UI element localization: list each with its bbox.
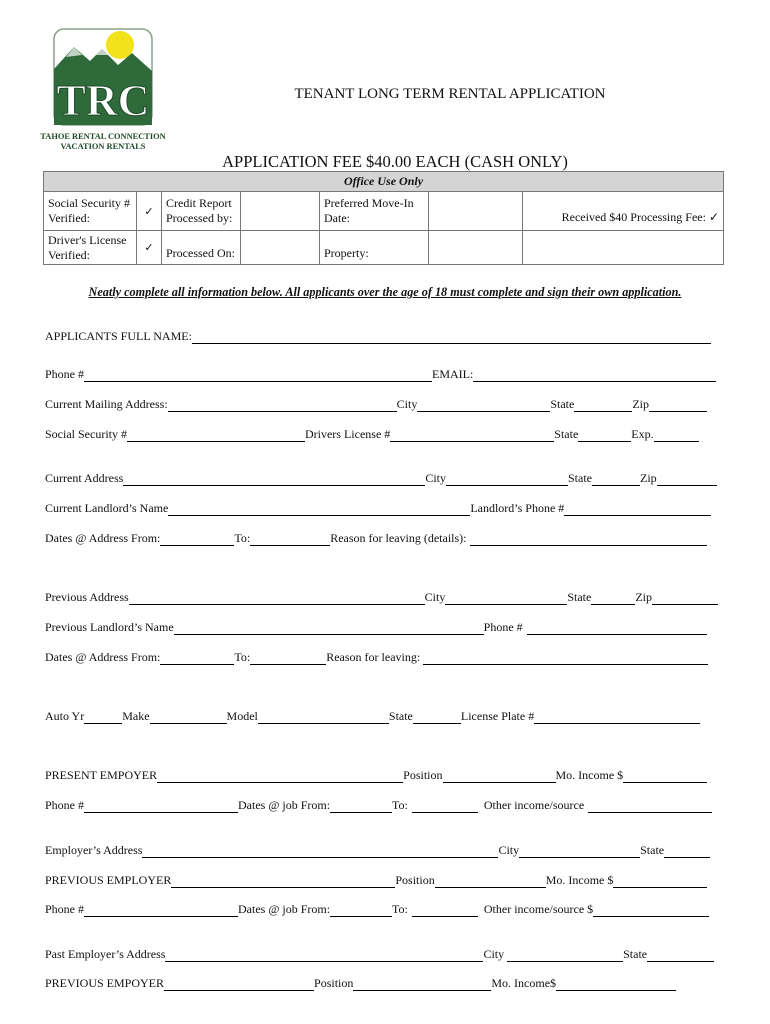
full-name-label: APPLICANTS FULL NAME:: [45, 329, 192, 343]
state-label: State: [568, 471, 592, 485]
city-label: City: [425, 471, 446, 485]
zip-label: Zip: [635, 590, 653, 604]
mailing-city-field[interactable]: [417, 399, 550, 412]
license-plate-field[interactable]: [534, 711, 700, 724]
previous-employer-phone-field[interactable]: [84, 904, 238, 917]
office-use-header: Office Use Only: [44, 172, 724, 192]
row-present-employer-phone: [45, 799, 712, 813]
phone-label: Phone #: [45, 902, 84, 916]
check-icon: ✓: [137, 192, 162, 231]
ssn-label: Social Security #: [45, 427, 127, 441]
past-employer-address-field[interactable]: [165, 949, 483, 962]
other-income-label: Other income/source $: [483, 902, 594, 916]
current-zip-field[interactable]: [657, 473, 717, 486]
phone-label: Phone #: [45, 798, 84, 812]
previous-employer-field[interactable]: [171, 875, 395, 888]
past-employer-address-label: Past Employer’s Address: [45, 947, 166, 961]
ss-verified-label: Social Security # Verified:: [44, 192, 137, 231]
previous-address-field[interactable]: [129, 592, 425, 605]
past-employer-city-field[interactable]: [507, 949, 623, 962]
reason-details-label: Reason for leaving (details):: [330, 531, 467, 545]
mo-income-label: Mo. Income $: [545, 873, 614, 887]
row-previous-address: [45, 591, 718, 605]
to-label: To:: [392, 902, 408, 916]
previous-employer-label: PREVIOUS EMPLOYER: [45, 873, 172, 887]
previous-other-income-field[interactable]: [593, 904, 709, 917]
phone-label: Phone #: [45, 367, 84, 381]
present-employer-field[interactable]: [157, 770, 403, 783]
check-icon: ✓: [137, 231, 162, 265]
zip-label: Zip: [640, 471, 657, 485]
state-label: State: [554, 427, 579, 441]
form-title: TENANT LONG TERM RENTAL APPLICATION: [294, 86, 606, 102]
previous-from-field[interactable]: [160, 652, 234, 665]
dates-job-label: Dates @ job From:: [238, 902, 331, 916]
previous-reason-field[interactable]: [423, 652, 708, 665]
mo-income-label: Mo. Income $: [555, 768, 624, 782]
row-current-landlord: [45, 502, 711, 516]
logo-text: TRC: [56, 76, 150, 125]
reason-label: Reason for leaving:: [326, 650, 421, 664]
current-address-label: Current Address: [45, 471, 124, 485]
row-full-name: [45, 330, 711, 344]
dl-verified-label: Driver's License Verified:: [44, 231, 137, 265]
credit-report-label: Credit Report Processed by:: [162, 192, 241, 231]
email-field[interactable]: [473, 369, 716, 382]
city-label: City: [483, 947, 505, 961]
state-label: State: [550, 397, 575, 411]
landlord-phone-label: Landlord’s Phone #: [470, 501, 565, 515]
check-icon: ✓: [708, 210, 719, 224]
previous-empoyer-field[interactable]: [164, 978, 314, 991]
previous-job-from-field[interactable]: [330, 904, 392, 917]
employer-state-field[interactable]: [664, 845, 710, 858]
position-label: Position: [403, 768, 443, 782]
trc-logo: [40, 27, 166, 155]
current-landlord-label: Current Landlord’s Name: [45, 501, 169, 515]
previous-empoyer-income-field[interactable]: [556, 978, 676, 991]
license-plate-label: License Plate #: [460, 709, 535, 723]
row-previous-employer: [45, 874, 707, 888]
row-auto: [45, 710, 700, 724]
previous-empoyer-position-field[interactable]: [353, 978, 491, 991]
previous-zip-field[interactable]: [652, 592, 718, 605]
property-field[interactable]: [429, 231, 523, 265]
full-name-field[interactable]: [192, 331, 711, 344]
row-ssn: [45, 428, 699, 442]
current-address-field[interactable]: [123, 473, 425, 486]
processed-on-field[interactable]: [241, 231, 320, 265]
preferred-move-in-field[interactable]: [429, 192, 523, 231]
to-label: To:: [234, 650, 251, 664]
zip-label: Zip: [632, 397, 649, 411]
other-income-label: Other income/source: [483, 798, 585, 812]
present-income-field[interactable]: [623, 770, 707, 783]
position-label: Position: [395, 873, 435, 887]
state-label: State: [388, 709, 413, 723]
other-income-field[interactable]: [588, 800, 712, 813]
ssn-field[interactable]: [127, 429, 305, 442]
exp-label: Exp.: [631, 427, 654, 441]
position-label: Position: [314, 976, 354, 990]
current-landlord-field[interactable]: [168, 503, 470, 516]
row-current-dates: [45, 532, 707, 546]
previous-landlord-field[interactable]: [174, 622, 484, 635]
received-fee-cell: [523, 192, 724, 231]
state-label: State: [567, 590, 592, 604]
phone-field[interactable]: [84, 369, 432, 382]
previous-to-field[interactable]: [250, 652, 326, 665]
row-present-employer: [45, 769, 707, 783]
employer-phone-field[interactable]: [84, 800, 238, 813]
auto-yr-field[interactable]: [84, 711, 122, 724]
svg-text:TAHOE RENTAL CONNECTION: TAHOE RENTAL CONNECTION: [40, 132, 166, 141]
row-previous-landlord: [45, 621, 707, 635]
mailing-zip-field[interactable]: [649, 399, 707, 412]
previous-state-field[interactable]: [591, 592, 635, 605]
employer-address-field[interactable]: [142, 845, 498, 858]
mailing-address-field[interactable]: [168, 399, 397, 412]
previous-job-to-field[interactable]: [412, 904, 478, 917]
mailing-address-label: Current Mailing Address:: [45, 397, 168, 411]
previous-empoyer-label: PREVIOUS EMPOYER: [45, 976, 165, 990]
current-city-field[interactable]: [446, 473, 568, 486]
fee-heading: APPLICATION FEE $40.00 EACH (CASH ONLY): [222, 152, 568, 171]
row-phone-email: [45, 368, 716, 382]
landlord-phone-field[interactable]: [564, 503, 711, 516]
employer-city-field[interactable]: [519, 845, 640, 858]
property-field-extra[interactable]: [523, 231, 724, 265]
current-reason-field[interactable]: [470, 533, 707, 546]
row-employer-address: [45, 844, 710, 858]
drivers-license-label: Drivers License #: [304, 427, 391, 441]
previous-city-field[interactable]: [445, 592, 567, 605]
employer-address-label: Employer’s Address: [45, 843, 143, 857]
to-label: To:: [392, 798, 408, 812]
drivers-license-field[interactable]: [390, 429, 554, 442]
model-field[interactable]: [258, 711, 389, 724]
dl-exp-field[interactable]: [654, 429, 699, 442]
job-to-field[interactable]: [412, 800, 478, 813]
job-from-field[interactable]: [330, 800, 392, 813]
previous-landlord-label: Previous Landlord’s Name: [45, 620, 174, 634]
row-mailing: [45, 398, 707, 412]
dates-from-label: Dates @ Address From:: [45, 650, 161, 664]
current-to-field[interactable]: [250, 533, 330, 546]
state-label: State: [640, 843, 665, 857]
row-previous-empoyer: [45, 977, 676, 991]
row-previous-employer-phone: [45, 903, 709, 917]
credit-report-field[interactable]: [241, 192, 320, 231]
previous-income-field[interactable]: [613, 875, 707, 888]
row-previous-dates: [45, 651, 708, 665]
office-use-table: [43, 171, 724, 265]
past-employer-state-field[interactable]: [647, 949, 714, 962]
previous-position-field[interactable]: [435, 875, 546, 888]
mailing-state-field[interactable]: [574, 399, 632, 412]
preferred-move-in-label: Preferred Move-In Date:: [320, 192, 429, 231]
auto-yr-label: Auto Yr: [45, 709, 85, 723]
current-from-field[interactable]: [160, 533, 234, 546]
current-state-field[interactable]: [592, 473, 640, 486]
auto-state-field[interactable]: [413, 711, 461, 724]
make-field[interactable]: [150, 711, 227, 724]
processed-on-label: Processed On:: [162, 231, 241, 265]
row-past-employer-address: [45, 948, 714, 962]
make-label: Make: [122, 709, 150, 723]
mo-income-label: Mo. Income$: [491, 976, 557, 990]
email-label: EMAIL:: [432, 367, 474, 381]
dates-job-label: Dates @ job From:: [238, 798, 331, 812]
dates-from-label: Dates @ Address From:: [45, 531, 161, 545]
model-label: Model: [226, 709, 258, 723]
present-position-field[interactable]: [443, 770, 556, 783]
to-label: To:: [234, 531, 251, 545]
previous-landlord-phone-field[interactable]: [527, 622, 707, 635]
svg-text:VACATION RENTALS: VACATION RENTALS: [60, 142, 146, 151]
property-label: Property:: [320, 231, 429, 265]
city-label: City: [498, 843, 520, 857]
phone-label: Phone #: [483, 620, 523, 634]
city-label: City: [396, 397, 418, 411]
received-fee-label: Received $40 Processing Fee:: [561, 210, 706, 224]
state-label: State: [623, 947, 648, 961]
present-employer-label: PRESENT EMPOYER: [45, 768, 158, 782]
previous-address-label: Previous Address: [45, 590, 129, 604]
row-current-address: [45, 472, 717, 486]
instructions-notice: Neatly complete all information below. All applicants over the age of 18 must complete and sign their own application.: [88, 285, 682, 299]
dl-state-field[interactable]: [578, 429, 631, 442]
city-label: City: [424, 590, 446, 604]
